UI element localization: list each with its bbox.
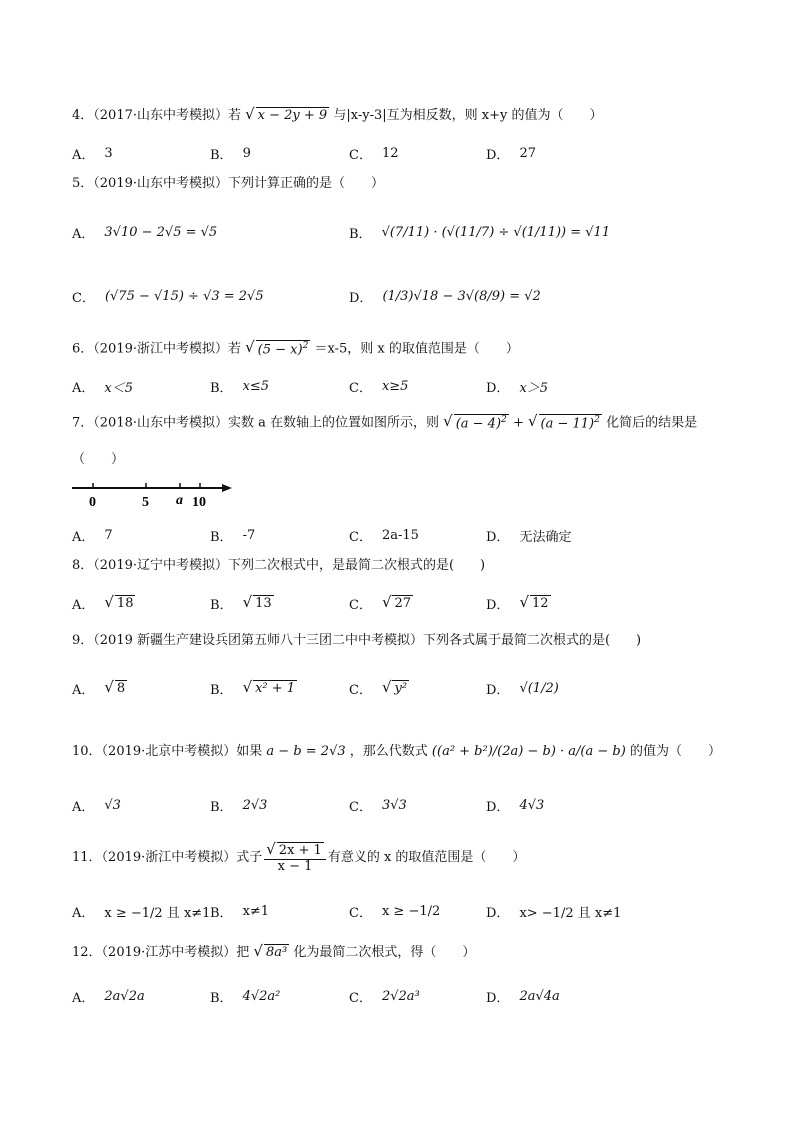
option-b[interactable]: B． x≤5 (210, 378, 270, 396)
option-a[interactable]: A． 3 (72, 145, 113, 163)
option-d[interactable]: D． x> −1/2 且 x≠1 (486, 905, 622, 921)
question-7-stem: 7．（2018·山东中考模拟）实数 a 在数轴上的位置如图所示，则 √ $(a - 4)^2$ + √ $(a - 11)^2$ 化简后的结果是 (72, 412, 698, 432)
question-7-paren: （ ） (72, 452, 125, 467)
question-5-stem: 5．（2019·山东中考模拟）下列计算正确的是（ ） (72, 176, 384, 191)
option-b[interactable]: B． -7 (210, 527, 256, 545)
question-12-stem: 12．（2019·江苏中考模拟）把 √ 8a³ 化为最简二次根式，得（ ） (72, 942, 476, 961)
option-b[interactable]: B． 2√3 (210, 797, 268, 815)
question-11-options (72, 891, 732, 931)
option-b[interactable]: B． 9 (210, 145, 251, 163)
option-d[interactable]: D． x＞5 (486, 380, 549, 396)
question-9-stem: 9．（2019 新疆生产建设兵团第五师八十三团二中中考模拟）下列各式属于最简二次根式的是( ) (72, 633, 642, 648)
option-b[interactable]: B． √ 13 (210, 592, 272, 613)
tick-label-10: 10 (192, 495, 206, 510)
option-a[interactable]: A． 3√10 − 2√5 = √5 (72, 224, 218, 242)
option-c[interactable]: C． 12 (349, 145, 399, 163)
option-b[interactable]: B． 4√2a² (210, 988, 281, 1006)
number-line (72, 476, 237, 510)
fraction: √ 2x + 1 x − 1 (264, 842, 326, 875)
option-d[interactable]: D． 无法确定 (486, 529, 572, 545)
option-c[interactable]: C． 2a-15 (349, 527, 419, 545)
option-a[interactable]: A． x＜5 (72, 380, 133, 396)
option-c[interactable]: C． √ y² (349, 677, 408, 698)
option-a[interactable]: A． x ≥ −1/2 且 x≠1 (72, 905, 211, 921)
option-a[interactable]: A． √ 18 (72, 592, 134, 613)
option-c[interactable]: C． 2√2a³ (349, 988, 420, 1006)
option-a[interactable]: A． √ 8 (72, 677, 126, 698)
question-8-stem: 8．（2019·辽宁中考模拟）下列二次根式中，是最简二次根式的是( ) (72, 558, 486, 573)
question-4-options (72, 133, 732, 173)
question-8-options (72, 583, 732, 623)
radical-1: √ $(a - 4)^2$ (443, 412, 507, 432)
radical: √ x − 2y + 9 (245, 105, 328, 124)
question-6-stem: 6．（2019·浙江中考模拟）若 √ $(5 - x)^2$ ＝x-5，则 x 的取值范围是（ ） (72, 338, 519, 358)
option-d[interactable]: D． √(1/2) (486, 680, 559, 698)
radical: √ $(5 - x)^2$ (245, 338, 309, 358)
radical-2: √ $(a - 11)^2$ (528, 412, 600, 432)
option-c[interactable]: C． x≥5 (349, 378, 409, 396)
question-5-options-row2 (72, 276, 732, 316)
option-d[interactable]: D． (1/3)√18 − 3√(8/9) = √2 (349, 288, 541, 306)
number-line-arrow (222, 484, 232, 492)
question-9-options (72, 668, 732, 708)
option-b[interactable]: B． √(7/11) · (√(11/7) ÷ √(1/11)) = √11 (349, 224, 611, 242)
question-5-options-row1 (72, 212, 732, 252)
option-d[interactable]: D． √ 12 (486, 592, 549, 613)
option-a[interactable]: A． 2a√2a (72, 988, 145, 1006)
option-d[interactable]: D． 27 (486, 145, 536, 163)
question-6-options (72, 366, 732, 406)
option-c[interactable]: C． 3√3 (349, 797, 407, 815)
question-11-stem: 11．（2019·浙江中考模拟）式子 √ 2x + 1 x − 1 有意义的 x 的取值范围是（ ） (72, 840, 526, 874)
option-a[interactable]: A． 7 (72, 527, 113, 545)
option-d[interactable]: D． 2a√4a (486, 988, 560, 1006)
question-10-stem: 10．（2019·北京中考模拟）如果 a − b = 2√3 ，那么代数式 ((a² + b²)/(2a) − b) · a/(a − b) 的值为（ ） (72, 744, 721, 759)
option-b[interactable]: B． √ x² + 1 (210, 677, 296, 698)
question-4-stem: 4．（2017·山东中考模拟）若 √ x − 2y + 9 与|x-y-3|互为相反数，则 x+y 的值为（ ） (72, 105, 603, 124)
question-12-options (72, 976, 732, 1016)
option-c[interactable]: C． √ 27 (349, 592, 412, 613)
tick-label-5: 5 (142, 495, 149, 510)
option-c[interactable]: C． (√75 − √15) ÷ √3 = 2√5 (72, 288, 264, 306)
option-b[interactable]: B． x≠1 (210, 903, 270, 921)
radical: √ 8a³ (253, 942, 288, 961)
option-a[interactable]: A． √3 (72, 797, 121, 815)
option-d[interactable]: D． 4√3 (486, 797, 545, 815)
tick-label-0: 0 (89, 495, 96, 510)
question-7-options (72, 515, 732, 555)
tick-label-a: a (176, 493, 183, 508)
question-10-options (72, 785, 732, 825)
option-c[interactable]: C． x ≥ −1/2 (349, 903, 441, 921)
